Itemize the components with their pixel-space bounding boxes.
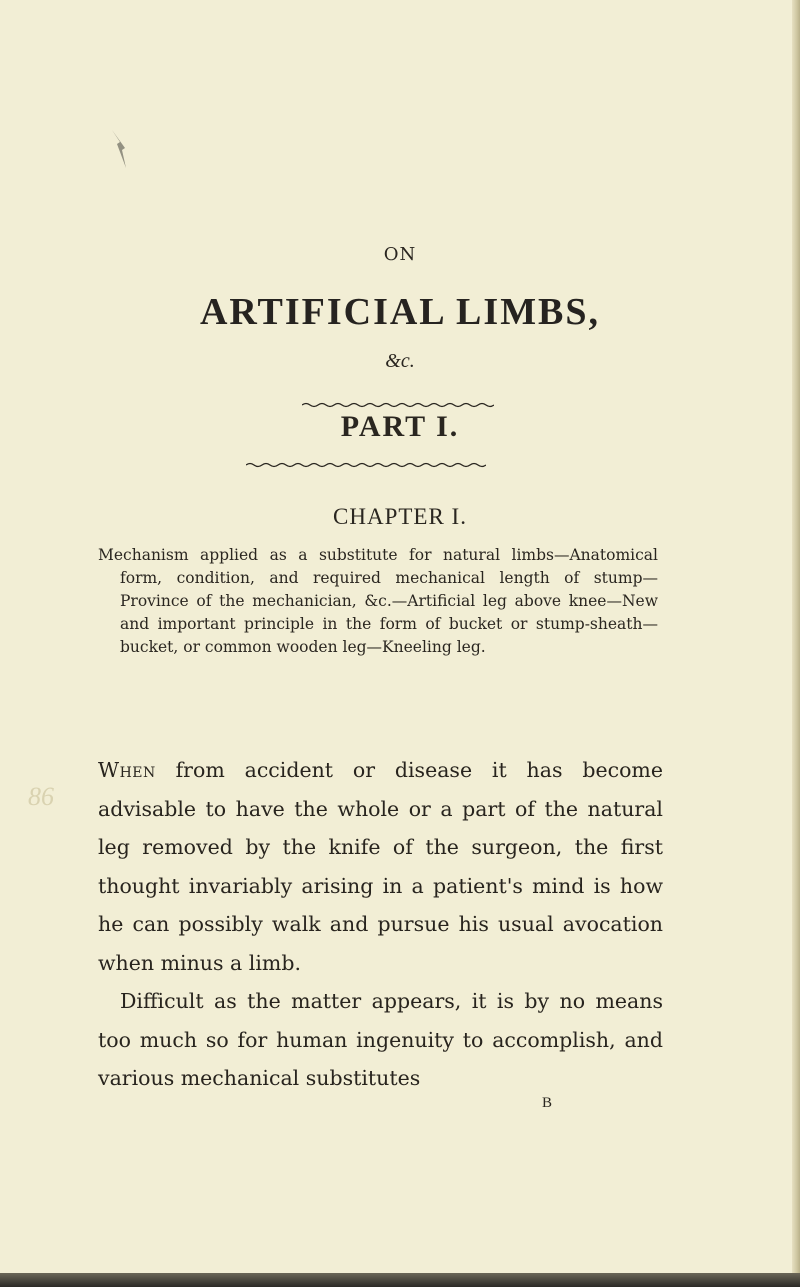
corner-blemish-icon (110, 128, 132, 170)
paragraph-1-text: from accident or disease it has become advisable to have the whole or a part of the natural leg removed by the knife of the surgeon, the first thought invariably arising in a patient's mind is how he can possibly walk and pursue his usual avocation when minus a limb. (98, 758, 663, 975)
body-text (98, 751, 663, 1098)
wavy-rule-bottom (246, 460, 486, 470)
chapter-synopsis (98, 544, 658, 659)
faint-stamp-mark: 86 (28, 782, 54, 811)
page-bottom-edge (0, 1273, 800, 1287)
title-etc: &c. (385, 350, 415, 372)
title-preposition: ON (383, 244, 417, 265)
synopsis-text: Mechanism applied as a substitute for natural limbs—Anatomical form, condition, and required mechanical length of stump—Province of the mechanician, &c.—Artificial leg above knee—New and important principle in the form of bucket or stump-sheath—bucket, or common wooden leg—Kneeling leg. (98, 546, 658, 656)
wavy-rule-top (302, 400, 494, 410)
part-heading: PART I. (340, 410, 460, 443)
page-edge (792, 0, 800, 1287)
book-title: ARTIFICIAL LIMBS, (199, 291, 601, 333)
paragraph-1-lead: When (98, 758, 156, 782)
signature-mark: B (542, 1095, 553, 1111)
paragraph-1 (98, 751, 663, 982)
paragraph-2: Difficult as the matter appears, it is by no means too much so for human ingenuity to accomplish, and various mechanical substitutes (98, 989, 663, 1090)
chapter-heading: CHAPTER I. (333, 504, 467, 529)
